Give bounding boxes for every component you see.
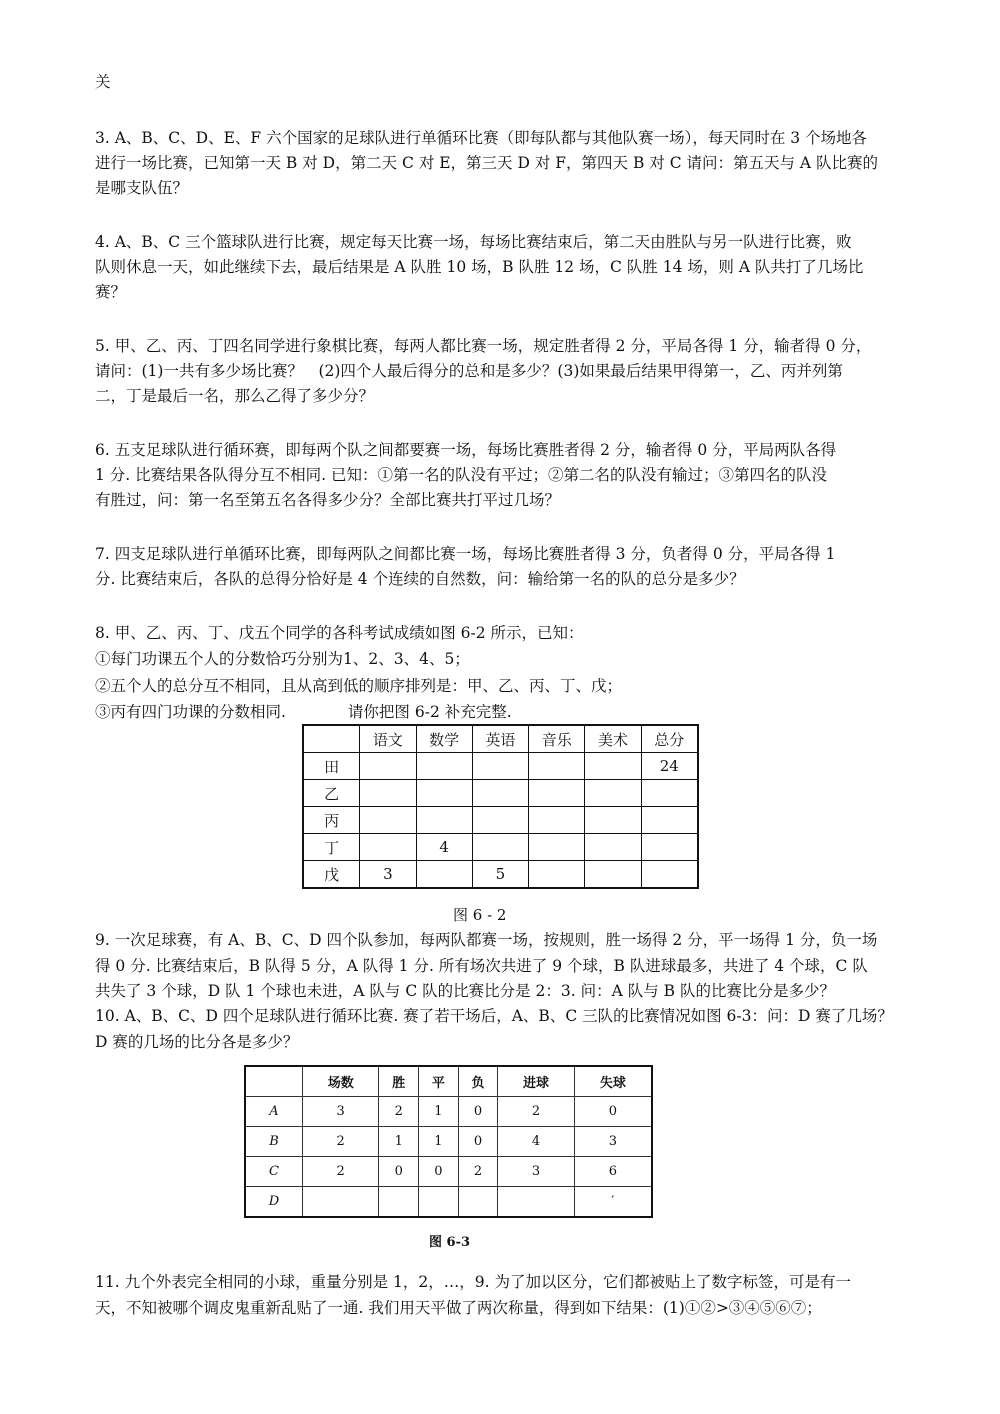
table-cell <box>472 834 528 861</box>
table-cell: 乙 <box>303 780 360 807</box>
table-cell: 丙 <box>303 807 360 834</box>
table-cell <box>585 753 641 780</box>
problem-10-line-1: 10. A、B、C、D 四个足球队进行循环比赛. 赛了若干场后，A、B、C 三队的比赛情况如图 6-3：问：D 赛了几场？ <box>95 1007 893 1025</box>
table-cell <box>529 753 585 780</box>
table-cell <box>360 753 416 780</box>
table-header-cell: 音乐 <box>529 725 585 753</box>
problem-4-line-1: 4. A、B、C 三个篮球队进行比赛，规定每天比赛一场，每场比赛结束后，第二天由胜队与另一队进行比赛，败 <box>95 233 852 251</box>
table-cell <box>472 753 528 780</box>
table-row <box>303 861 698 889</box>
table-cell: 田 <box>303 753 360 780</box>
problem-10-line-2: D 赛的几场的比分各是多少？ <box>95 1033 299 1051</box>
problem-9-line-1: 9. 一次足球赛，有 A、B、C、D 四个队参加，每两队都赛一场，按规则，胜一场得 2 分，平一场得 1 分，负一场 <box>95 931 878 949</box>
table-header-cell: 胜 <box>379 1066 419 1097</box>
table-cell: 0 <box>458 1127 498 1157</box>
table-cell <box>379 1187 419 1218</box>
score-table-6-2 <box>302 724 699 889</box>
table-header-row <box>245 1066 652 1097</box>
problem-11-line-2: 天，不知被哪个调皮鬼重新乱贴了一通. 我们用天平做了两次称量，得到如下结果：(1)①②>③④⑤⑥⑦； <box>95 1299 822 1317</box>
table-cell: 戊 <box>303 861 360 889</box>
problem-4-line-2: 队则休息一天，如此继续下去，最后结果是 A 队胜 10 场，B 队胜 12 场，C 队胜 14 场，则 A 队共打了几场比 <box>95 258 864 276</box>
table-caption-6-3: 图 6-3 <box>429 1235 471 1250</box>
table-cell: 1 <box>419 1127 459 1157</box>
text-line: 关 <box>95 73 111 91</box>
table-cell: 2 <box>458 1157 498 1187</box>
table-row <box>245 1187 652 1218</box>
table-cell <box>360 807 416 834</box>
table-header-cell: 英语 <box>472 725 528 753</box>
problem-4-line-3: 赛？ <box>95 283 127 301</box>
table-cell: 2 <box>303 1157 379 1187</box>
table-cell: ′ <box>574 1187 652 1218</box>
table-cell: 3 <box>574 1127 652 1157</box>
table-row <box>303 807 698 834</box>
table-header-cell <box>303 725 360 753</box>
table-cell: 0 <box>379 1157 419 1187</box>
table-cell <box>472 780 528 807</box>
problem-9-line-3: 共失了 3 个球，D 队 1 个球也未进，A 队与 C 队的比赛比分是 2：3. 问：A 队与 B 队的比赛比分是多少？ <box>95 982 835 1000</box>
table-cell <box>585 834 641 861</box>
problem-11-line-1: 11. 九个外表完全相同的小球，重量分别是 1，2，…，9. 为了加以区分，它们都被贴上了数字标签，可是有一 <box>95 1273 851 1291</box>
table-header-cell: 平 <box>419 1066 459 1097</box>
table-row <box>303 780 698 807</box>
problem-8-line-3: ②五个人的总分互不相同，且从高到低的顺序排列是：甲、乙、丙、丁、戊； <box>95 677 623 695</box>
table-cell <box>585 807 641 834</box>
table-cell <box>529 780 585 807</box>
problem-6-line-1: 6. 五支足球队进行循环赛，即每两个队之间都要赛一场，每场比赛胜者得 2 分，输者得 0 分，平局两队各得 <box>95 441 837 459</box>
table-caption-6-2: 图 6 - 2 <box>453 906 507 924</box>
problem-9-line-2: 得 0 分. 比赛结束后，B 队得 5 分，A 队得 1 分. 所有场次共进了 9 个球，B 队进球最多，共进了 4 个球，C 队 <box>95 957 868 975</box>
table-cell <box>498 1187 574 1218</box>
table-row <box>245 1157 652 1187</box>
table-cell <box>472 807 528 834</box>
table-cell: 3 <box>498 1157 574 1187</box>
table-cell <box>416 807 472 834</box>
table-header-cell: 场数 <box>303 1066 379 1097</box>
table-cell: B <box>245 1127 303 1157</box>
table-cell <box>529 861 585 889</box>
table-cell: 0 <box>458 1097 498 1127</box>
table-row <box>303 753 698 780</box>
table-cell: 1 <box>379 1127 419 1157</box>
table-cell: A <box>245 1097 303 1127</box>
problem-6-line-3: 有胜过，问：第一名至第五名各得多少分？全部比赛共打平过几场？ <box>95 491 561 509</box>
table-cell: 2 <box>303 1127 379 1157</box>
table-header-cell: 总分 <box>641 725 698 753</box>
table-cell <box>585 861 641 889</box>
table-cell: 3 <box>303 1097 379 1127</box>
table-header-cell: 进球 <box>498 1066 574 1097</box>
table-cell: 0 <box>419 1157 459 1187</box>
table-header-cell: 负 <box>458 1066 498 1097</box>
table-header-row <box>303 725 698 753</box>
table-cell <box>641 780 698 807</box>
table-header-cell: 语文 <box>360 725 416 753</box>
table-cell <box>529 834 585 861</box>
table-row <box>245 1127 652 1157</box>
table-cell: 1 <box>419 1097 459 1127</box>
table-cell: 3 <box>360 861 416 889</box>
table-cell <box>303 1187 379 1218</box>
table-row <box>303 834 698 861</box>
table-cell <box>458 1187 498 1218</box>
problem-7-line-1: 7. 四支足球队进行单循环比赛，即每两队之间都比赛一场，每场比赛胜者得 3 分，负者得 0 分，平局各得 1 <box>95 545 836 563</box>
table-cell: 24 <box>641 753 698 780</box>
problem-7-line-2: 分. 比赛结束后，各队的总得分恰好是 4 个连续的自然数，问：输给第一名的队的总分是多少？ <box>95 570 745 588</box>
table-cell <box>416 753 472 780</box>
table-cell <box>419 1187 459 1218</box>
table-cell: 4 <box>498 1127 574 1157</box>
table-cell <box>641 834 698 861</box>
problem-3-line-2: 进行一场比赛，已知第一天 B 对 D，第二天 C 对 E，第三天 D 对 F，第四天 B 对 C 请问：第五天与 A 队比赛的 <box>95 154 879 172</box>
table-row <box>245 1097 652 1127</box>
table-cell <box>641 861 698 889</box>
table-cell <box>360 834 416 861</box>
problem-6-line-2: 1 分. 比赛结果各队得分互不相同. 已知：①第一名的队没有平过；②第二名的队没有输过；③第四名的队没 <box>95 466 827 484</box>
table-cell: 2 <box>379 1097 419 1127</box>
table-cell <box>641 807 698 834</box>
table-cell: 丁 <box>303 834 360 861</box>
table-cell <box>529 807 585 834</box>
problem-5-line-2: 请问：(1)一共有多少场比赛？ (2)四个人最后得分的总和是多少？(3)如果最后结果甲得第一，乙、丙并列第 <box>95 362 843 380</box>
table-cell <box>416 861 472 889</box>
table-header-cell: 美术 <box>585 725 641 753</box>
problem-8-line-1: 8. 甲、乙、丙、丁、戊五个同学的各科考试成绩如图 6-2 所示，已知： <box>95 624 584 642</box>
table-header-cell <box>245 1066 303 1097</box>
table-cell: 5 <box>472 861 528 889</box>
table-cell <box>360 780 416 807</box>
table-cell: C <box>245 1157 303 1187</box>
match-table-6-3 <box>244 1065 653 1218</box>
problem-3-line-3: 是哪支队伍？ <box>95 179 189 197</box>
problem-5-line-1: 5. 甲、乙、丙、丁四名同学进行象棋比赛，每两人都比赛一场，规定胜者得 2 分，平局各得 1 分，输者得 0 分， <box>95 337 872 355</box>
problem-3-line-1: 3. A、B、C、D、E、F 六个国家的足球队进行单循环比赛（即每队都与其他队赛一场），每天同时在 3 个场地各 <box>95 129 868 147</box>
table-cell: D <box>245 1187 303 1218</box>
table-header-cell: 失球 <box>574 1066 652 1097</box>
table-cell: 2 <box>498 1097 574 1127</box>
problem-8-line-2: ①每门功课五个人的分数恰巧分别为1、2、3、4、5； <box>95 650 470 668</box>
table-cell: 6 <box>574 1157 652 1187</box>
table-cell <box>585 780 641 807</box>
table-cell: 4 <box>416 834 472 861</box>
table-cell: 0 <box>574 1097 652 1127</box>
problem-8-line-4: ③丙有四门功课的分数相同. 请你把图 6-2 补充完整. <box>95 703 512 721</box>
table-header-cell: 数学 <box>416 725 472 753</box>
problem-5-line-3: 二，丁是最后一名，那么乙得了多少分？ <box>95 387 375 405</box>
table-cell <box>416 780 472 807</box>
